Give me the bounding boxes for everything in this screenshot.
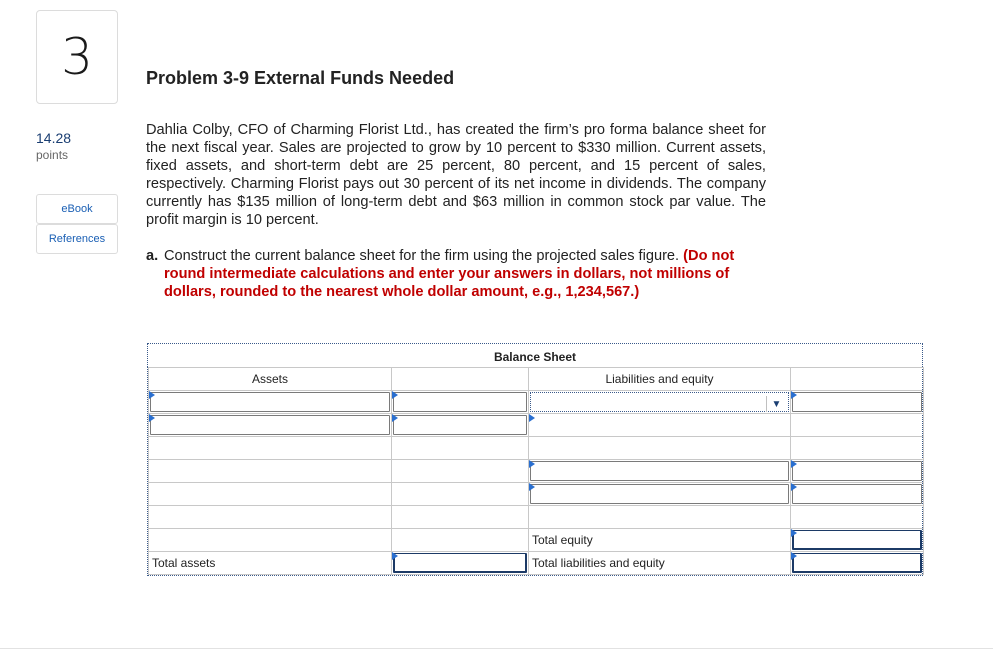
chevron-down-icon[interactable]: ▼: [766, 396, 786, 412]
flag-icon: [791, 552, 797, 560]
total-equity-label: Total equity: [529, 529, 791, 552]
table-header-row: [149, 368, 924, 391]
total-assets-input[interactable]: [393, 553, 527, 573]
divider: [0, 648, 993, 649]
liability-value-input-3[interactable]: [792, 484, 922, 504]
flag-icon: [392, 414, 398, 422]
part-a-text: Construct the current balance sheet for the firm using the projected sales figure.: [164, 248, 680, 264]
flag-icon: [392, 391, 398, 399]
total-liabilities-input[interactable]: [792, 553, 922, 573]
problem-title: Problem 3-9 External Funds Needed: [146, 68, 455, 88]
assets-header: Assets: [149, 368, 392, 391]
total-equity-input[interactable]: [792, 530, 922, 550]
flag-icon: [149, 414, 155, 422]
problem-text: Dahlia Colby, CFO of Charming Florist Ltd., has created the firm’s pro forma balance sheet for the next fiscal year. Sales are projected to grow by 10 percent to $330 million. Current assets, fixed assets, and short-term debt are 25 percent, 80 percent, and 15 percent of sales, respectively. Charming Florist pays out 30 percent of its net income in dividends. The company currently has $135 million of long-term debt and $63 million in common stock par value. The profit margin is 10 percent.: [146, 122, 766, 228]
asset-label-input-1[interactable]: [150, 392, 390, 412]
table-row: [149, 460, 924, 483]
liability-label-dropdown-1[interactable]: [530, 392, 789, 412]
flag-icon: [529, 483, 535, 491]
references-button[interactable]: References: [36, 224, 118, 254]
score-value: 14.28: [36, 130, 72, 146]
table-row: [149, 529, 924, 552]
balance-sheet-table: [147, 367, 923, 576]
flag-icon: [392, 552, 398, 560]
part-a-label: a.: [146, 248, 159, 264]
table-row: [149, 414, 924, 437]
flag-icon: [791, 529, 797, 537]
table-row: [149, 391, 924, 414]
question-number-box: [36, 10, 118, 104]
flag-icon: [791, 460, 797, 468]
score-unit: points: [36, 148, 69, 162]
table-row: [149, 483, 924, 506]
part-a-note: (Do not round intermediate calculations and enter your answers in dollars, not millions of dollars, rounded to the nearest whole dollar amount, e.g., 1,234,567.): [164, 248, 735, 300]
liability-value-input-1[interactable]: [792, 392, 922, 412]
liability-value-input-2[interactable]: [792, 461, 922, 481]
total-liabilities-label: Total liabilities and equity: [529, 552, 791, 575]
liability-label-input-3[interactable]: [530, 484, 789, 504]
flag-icon: [529, 414, 535, 422]
flag-icon: [149, 391, 155, 399]
table-row: [149, 506, 924, 529]
question-number: 3: [61, 28, 93, 86]
ebook-button[interactable]: eBook: [36, 194, 118, 224]
score-block: [36, 130, 71, 162]
balance-sheet-title: Balance Sheet: [147, 343, 923, 367]
flag-icon: [791, 483, 797, 491]
part-a-instruction: [146, 247, 768, 301]
asset-value-input-1[interactable]: [393, 392, 527, 412]
flag-icon: [791, 391, 797, 399]
total-assets-label: Total assets: [149, 552, 392, 575]
asset-value-input-2[interactable]: [393, 415, 527, 435]
liability-label-input-2[interactable]: [530, 461, 789, 481]
asset-label-input-2[interactable]: [150, 415, 390, 435]
table-row: [149, 437, 924, 460]
table-row: [149, 552, 924, 575]
flag-icon: [529, 460, 535, 468]
liabilities-header: Liabilities and equity: [529, 368, 791, 391]
